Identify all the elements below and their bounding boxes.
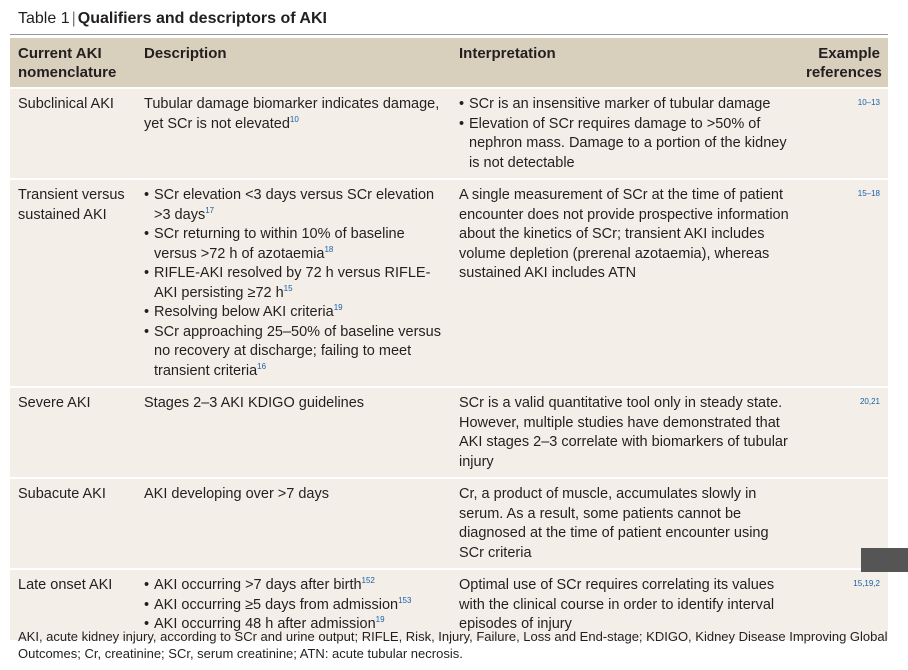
description-text: AKI occurring >7 days after birth [154, 577, 362, 593]
description-bullet-item [144, 264, 443, 303]
header-references: Example references [806, 45, 882, 81]
citation-superscript[interactable]: 10 [289, 114, 299, 124]
table-header-row [10, 38, 888, 88]
interpretation-text-block [459, 187, 789, 281]
interpretation-bullet-list [459, 95, 790, 173]
description-text: SCr approaching 25–50% of baseline versus no recovery at discharge; failing to meet transient criteria [154, 323, 441, 379]
header-interpretation: Interpretation [459, 45, 556, 62]
header-description: Description [144, 45, 227, 62]
overlay-block [861, 548, 908, 572]
description-text-block [144, 486, 329, 502]
interpretation-text: SCr is an insensitive marker of tubular damage [469, 96, 771, 112]
interpretation-bullet-item [459, 115, 790, 174]
description-bullet-item [144, 225, 443, 264]
citation-superscript[interactable]: 153 [398, 595, 412, 605]
description-text: Tubular damage biomarker indicates damage, yet SCr is not elevated [144, 96, 440, 132]
row-interpretation [451, 179, 798, 387]
table-row [10, 179, 888, 387]
row-references[interactable]: 15–18 [798, 179, 888, 387]
description-text: SCr returning to within 10% of baseline versus >72 h of azotaemia [154, 226, 405, 262]
description-text: Stages 2–3 AKI KDIGO guidelines [144, 395, 365, 411]
interpretation-bullet-item [459, 95, 790, 115]
interpretation-text-block [459, 395, 788, 470]
row-nomenclature: Subclinical AKI [18, 96, 114, 112]
description-bullet-item [144, 323, 443, 382]
description-bullet-list [144, 576, 443, 635]
table-row [10, 387, 888, 478]
row-nomenclature: Subacute AKI [10, 478, 136, 569]
description-bullet-list [144, 186, 443, 381]
row-references[interactable]: 10–13 [857, 98, 880, 107]
table-row [10, 478, 888, 569]
row-description [136, 179, 451, 387]
table-footnote: AKI, acute kidney injury, according to SCr and urine output; RIFLE, Risk, Injury, Failure, Loss and End-stage; KDIGO, Kidney Disease Improving Global Outcomes; Cr, creatinine; SCr, serum creatinine; ATN: acute tubular necrosis. [18, 629, 888, 661]
citation-superscript[interactable]: 17 [205, 205, 215, 215]
row-description [136, 387, 451, 478]
row-nomenclature: Transient versus sustained AKI [10, 179, 136, 387]
description-bullet-item [144, 576, 443, 596]
header-nomenclature: Current AKI nomenclature [18, 45, 117, 81]
interpretation-text-block [459, 577, 774, 632]
table-row [10, 88, 888, 179]
row-interpretation [451, 88, 798, 179]
description-bullet-item [144, 596, 443, 616]
description-text: AKI occurring ≥5 days from admission [154, 596, 399, 613]
citation-superscript[interactable]: 152 [361, 576, 375, 586]
citation-superscript[interactable]: 15 [283, 283, 293, 293]
row-nomenclature: Severe AKI [10, 387, 136, 478]
row-references[interactable]: 15,19,2 [798, 569, 888, 640]
interpretation-text: Elevation of SCr requires damage to >50% of nephron mass. Damage to a portion of the kidney is not detectable [469, 115, 787, 171]
table-title: Qualifiers and descriptors of AKI [77, 10, 327, 27]
row-references[interactable]: 20,21 [798, 387, 888, 478]
interpretation-text: Optimal use of SCr requires correlating its values with the clinical course in order to identify interval episodes of injury [459, 577, 775, 632]
interpretation-text: SCr is a valid quantitative tool only in steady state. However, multiple studies have demonstrated that AKI stages 2–3 correlate with biomarkers of tubular injury [459, 395, 788, 470]
description-text-block [144, 395, 364, 411]
row-description [136, 88, 451, 179]
description-bullet-item [144, 186, 443, 225]
description-text: RIFLE-AKI resolved by 72 h versus RIFLE-AKI persisting ≥72 h [154, 265, 431, 301]
title-separator: | [71, 10, 76, 27]
citation-superscript[interactable]: 18 [324, 244, 334, 254]
description-text-block [144, 96, 439, 132]
description-bullet-item [144, 303, 443, 323]
row-interpretation [451, 387, 798, 478]
aki-table [10, 38, 888, 640]
table-label: Table 1 [18, 10, 70, 27]
row-description [136, 478, 451, 569]
row-interpretation [451, 478, 798, 569]
citation-superscript[interactable]: 16 [257, 361, 267, 371]
interpretation-text-block [459, 486, 769, 561]
description-text: Resolving below AKI criteria [154, 304, 334, 320]
interpretation-text: A single measurement of SCr at the time of patient encounter does not provide prospective information about the kinetics of SCr; transient AKI includes volume depletion (prerenal azotaemia), whereas sustained AKI includes ATN [459, 187, 789, 281]
description-text: SCr elevation <3 days versus SCr elevation >3 days [154, 187, 435, 223]
interpretation-text: Cr, a product of muscle, accumulates slowly in serum. As a result, some patients cannot be diagnosed at the time of patient encounter using SCr criteria [459, 486, 769, 561]
description-text: AKI developing over >7 days [144, 486, 329, 502]
description-text: AKI occurring 48 h after admission [154, 616, 376, 632]
table-body [10, 88, 888, 640]
title-rule [10, 34, 888, 35]
table-caption [18, 10, 327, 28]
row-nomenclature: Late onset AKI [10, 569, 136, 640]
citation-superscript[interactable]: 19 [375, 615, 385, 625]
citation-superscript[interactable]: 19 [333, 303, 343, 313]
